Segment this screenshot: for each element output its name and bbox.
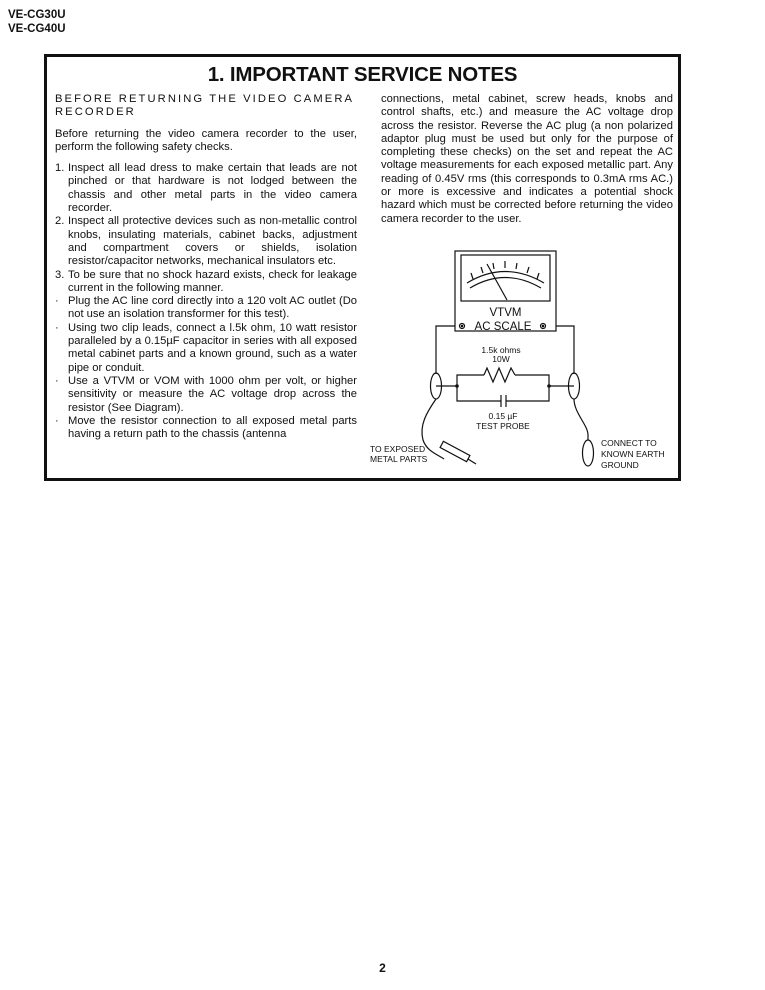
resistor-wire-right <box>515 375 574 386</box>
safety-check-item <box>55 215 357 268</box>
earth-ground-label-2: KNOWN EARTH <box>601 449 665 459</box>
item-marker: 1. <box>55 162 65 175</box>
meter-terminal-right <box>541 324 546 329</box>
item-text: Plug the AC line cord directly into a 120 volt AC outlet (Do not use an isolation transformer for this test). <box>68 295 357 321</box>
junction-right <box>547 384 551 388</box>
earth-ground-label-3: GROUND <box>601 460 639 470</box>
item-text: To be sure that no shock hazard exists, check for leakage current in the following manner. <box>68 268 357 294</box>
exposed-parts-label-1: TO EXPOSED <box>370 444 426 454</box>
section-title: 1. IMPORTANT SERVICE NOTES <box>207 63 518 86</box>
model-number-2: VE-CG40U <box>8 23 66 35</box>
probe-lead <box>422 399 444 459</box>
capacitor-wire-right <box>506 386 549 401</box>
continued-paragraph: connections, metal cabinet, screw heads, knobs and control shafts, etc.) and measure the AC voltage drop across the resistor. Reverse the AC plug (a non polarized adaptor plug must be used but only for the purpose of completing these checks) on the set and repeat the AC voltage measurements for each exposed metallic part. Any reading of 0.45V rms (this corresponds to 0.3mA rms AC.) or more is excessive and indicates a potential shock hazard which must be corrected before returning the video camera recorder to the user. <box>381 93 673 225</box>
junction-left <box>455 384 459 388</box>
safety-check-item <box>55 322 357 375</box>
intro-paragraph: Before returning the video camera recorder to the user, perform the following safety checks. <box>55 127 357 153</box>
item-marker: · <box>55 295 59 308</box>
item-marker: · <box>55 321 59 334</box>
safety-check-item <box>55 295 357 322</box>
meter-scale-arc <box>467 272 544 284</box>
item-text: Inspect all protective devices such as non-metallic control knobs, insulating materials, cabinet backs, adjustment and compartment covers or shields, isolation resistor/capacitor networks, mechanical insulators etc. <box>68 215 357 268</box>
item-text: Inspect all lead dress to make certain that leads are not pinched or that hardware is not lodged between the chassis and other metal parts in the video camera recorder. <box>68 162 357 215</box>
left-column <box>55 93 357 441</box>
resistor-symbol <box>484 368 515 382</box>
meter-needle <box>487 264 507 300</box>
earth-ground-label-1: CONNECT TO <box>601 438 657 448</box>
item-marker: · <box>55 374 59 387</box>
page-number: 2 <box>379 961 386 975</box>
meter-dial-window <box>461 255 550 301</box>
meter-label-vtvm: VTVM <box>489 307 522 319</box>
safety-check-item <box>55 415 357 442</box>
clip-right <box>569 373 580 399</box>
capacitor-value-label: 0.15 µF <box>488 411 518 421</box>
test-probe-tip <box>468 459 476 464</box>
vtvm-meter-body <box>455 251 556 331</box>
model-number-1: VE-CG30U <box>8 9 66 21</box>
capacitor-wire-left <box>457 386 501 401</box>
meter-lead-left <box>436 326 455 374</box>
safety-check-item <box>55 375 357 415</box>
resistor-wire-left <box>436 375 484 386</box>
safety-check-item <box>55 269 357 296</box>
meter-label-ac-scale: AC SCALE <box>474 321 532 333</box>
meter-terminal-left <box>460 324 465 329</box>
ground-clip <box>583 440 594 466</box>
test-probe-label: TEST PROBE <box>476 421 530 431</box>
safety-check-item <box>55 162 357 215</box>
exposed-parts-label-2: METAL PARTS <box>370 454 428 464</box>
ground-lead <box>574 399 588 440</box>
resistor-value-label: 1.5k ohms <box>481 345 521 355</box>
meter-lead-right <box>556 326 574 374</box>
clip-left <box>431 373 442 399</box>
meter-scale-arc-inner <box>470 278 541 289</box>
item-text: Using two clip leads, connect a l.5k ohm, 10 watt resistor paralleled by a 0.15µF capacitor in series with all exposed metal cabinet parts and a known ground, such as a water pipe or conduit. <box>68 321 357 374</box>
item-marker: 2. <box>55 215 65 228</box>
item-marker: · <box>55 414 59 427</box>
section-subheading: BEFORE RETURNING THE VIDEO CAMERA RECORDER <box>55 93 354 119</box>
item-marker: 3. <box>55 268 65 281</box>
item-text: Move the resistor connection to all exposed metal parts having a return path to the chassis (antenna <box>68 414 357 441</box>
right-column <box>381 93 673 234</box>
item-text: Use a VTVM or VOM with 1000 ohm per volt, or higher sensitivity or measure the AC voltage drop across the resistor (See Diagram). <box>68 374 357 414</box>
meter-scale-ticks <box>471 261 539 279</box>
resistor-wattage-label: 10W <box>492 354 510 364</box>
test-probe <box>440 441 470 461</box>
safety-check-list <box>55 162 357 441</box>
service-notes-box <box>44 54 681 481</box>
